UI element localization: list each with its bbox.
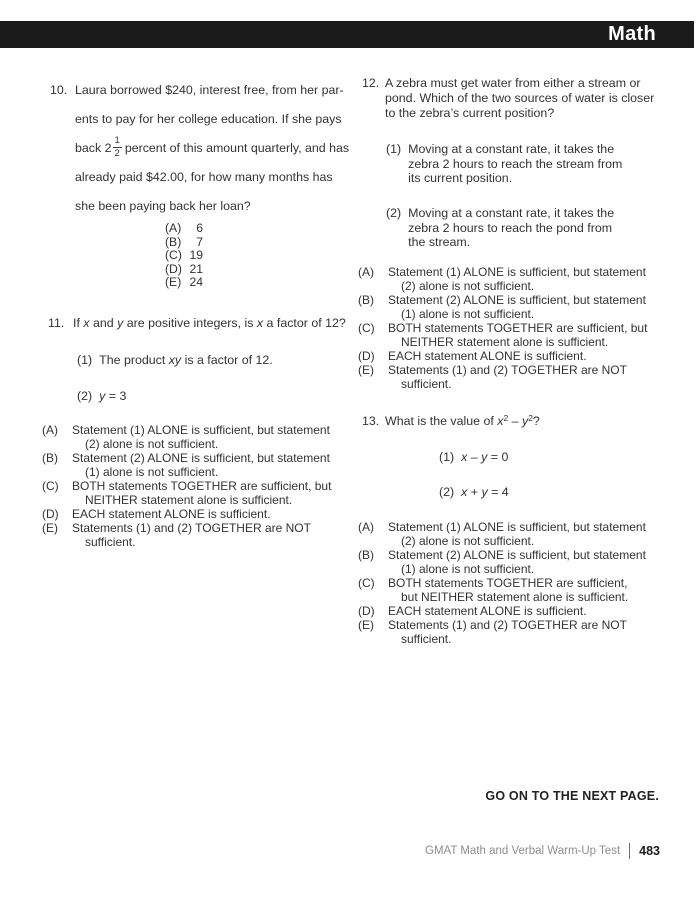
text-segment: ? xyxy=(532,414,540,428)
q11-answer-options xyxy=(40,423,360,549)
statement-text xyxy=(99,389,126,403)
section-title: Math xyxy=(608,23,656,45)
section-header-bar xyxy=(0,21,694,48)
option-d xyxy=(358,604,680,618)
statement-text xyxy=(408,142,622,186)
fraction xyxy=(113,136,122,159)
text-segment: percent of this amount quarterly, and has xyxy=(124,141,350,155)
choice-value: 21 xyxy=(189,261,203,276)
question-line: ents to pay for her college education. If she pays xyxy=(75,112,342,126)
question-number: 13. xyxy=(362,414,380,428)
option-line: Statement (2) ALONE is sufficient, but statement xyxy=(388,548,646,562)
choice-value: 24 xyxy=(189,275,203,290)
q13-statement-2 xyxy=(358,485,680,499)
math-variable: y xyxy=(521,414,529,428)
option-line: sufficient. xyxy=(401,377,452,391)
question-line: already paid $42.00, for how many months has xyxy=(75,170,333,184)
math-variable: x xyxy=(461,450,468,464)
text-segment: The product xyxy=(99,353,169,367)
option-line: Statement (1) ALONE is sufficient, but statement xyxy=(388,265,646,279)
option-b xyxy=(42,451,360,479)
text-segment: and xyxy=(89,316,118,330)
q10-answer-choices xyxy=(40,222,360,290)
option-a xyxy=(42,423,360,451)
choice-a xyxy=(165,222,360,236)
statement-label: (2) xyxy=(77,389,93,403)
option-line: NEITHER statement alone is sufficient. xyxy=(85,493,293,507)
option-letter: (A) xyxy=(42,423,58,437)
option-line: NEITHER statement alone is sufficient. xyxy=(401,335,609,349)
option-line: sufficient. xyxy=(401,632,452,646)
text-segment: = 4 xyxy=(487,485,509,499)
question-text xyxy=(385,414,680,430)
option-line: EACH statement ALONE is sufficient. xyxy=(72,507,271,521)
math-variable: xy xyxy=(168,353,182,367)
option-line: Statements (1) and (2) TOGETHER are NOT xyxy=(388,618,627,632)
footer-divider xyxy=(629,843,630,859)
choice-value: 19 xyxy=(189,248,203,263)
option-e xyxy=(358,363,680,391)
option-line: (2) alone is not sufficient. xyxy=(401,534,535,548)
choice-letter: (B) xyxy=(165,234,182,249)
text-segment: = 3 xyxy=(105,389,127,403)
choice-letter: (D) xyxy=(165,261,182,276)
statement-line: Moving at a constant rate, it takes the xyxy=(408,142,615,156)
statement-text xyxy=(461,485,509,499)
text-segment: a factor of 12? xyxy=(263,316,346,330)
q12-answer-options xyxy=(358,265,680,391)
math-variable: y xyxy=(481,450,488,464)
q12-statement-2 xyxy=(358,206,680,250)
option-c xyxy=(358,576,680,604)
q13-answer-options xyxy=(358,520,680,646)
option-line: (1) alone is not sufficient. xyxy=(85,465,219,479)
statement-text xyxy=(99,353,273,367)
option-letter: (E) xyxy=(358,363,374,377)
fraction-denominator: 2 xyxy=(114,148,120,160)
option-letter: (E) xyxy=(42,521,58,535)
math-variable: x xyxy=(461,485,468,499)
option-line: but NEITHER statement alone is sufficient. xyxy=(401,590,629,604)
question-line: A zebra must get water from either a stream or xyxy=(385,76,641,90)
math-variable: x xyxy=(497,414,504,428)
option-e xyxy=(358,618,680,646)
statement-label: (2) xyxy=(439,485,455,499)
question-10 xyxy=(40,76,360,221)
option-line: Statement (2) ALONE is sufficient, but statement xyxy=(388,293,646,307)
exponent: 2 xyxy=(528,413,533,423)
text-segment: = 0 xyxy=(487,450,509,464)
statement-text xyxy=(461,450,508,464)
option-line: (2) alone is not sufficient. xyxy=(85,437,219,451)
option-line: BOTH statements TOGETHER are sufficient, but xyxy=(388,321,648,335)
go-on-instruction: GO ON TO THE NEXT PAGE. xyxy=(485,789,659,803)
option-letter: (A) xyxy=(358,520,374,534)
question-text xyxy=(385,76,680,121)
statement-line: Moving at a constant rate, it takes the xyxy=(408,206,615,220)
page-number: 483 xyxy=(639,844,660,858)
statement-text xyxy=(408,206,614,250)
question-12 xyxy=(358,76,680,121)
question-11 xyxy=(40,316,360,331)
statement-line: the stream. xyxy=(408,235,471,249)
text-segment: – xyxy=(467,450,482,464)
option-c xyxy=(42,479,360,507)
math-variable: x xyxy=(256,316,264,330)
option-letter: (D) xyxy=(358,604,375,618)
question-number: 12. xyxy=(362,76,380,90)
option-letter: (C) xyxy=(358,576,375,590)
option-line: EACH statement ALONE is sufficient. xyxy=(388,349,587,363)
option-line: Statement (1) ALONE is sufficient, but statement xyxy=(388,520,646,534)
math-variable: y xyxy=(481,485,488,499)
question-line: pond. Which of the two sources of water is closer xyxy=(385,91,655,105)
page-footer xyxy=(425,843,660,859)
choice-letter: (E) xyxy=(165,275,182,290)
question-line xyxy=(75,134,360,163)
choice-d xyxy=(165,263,360,277)
statement-line: zebra 2 hours to reach the stream from xyxy=(408,156,623,171)
question-number: 11. xyxy=(48,316,65,330)
option-letter: (E) xyxy=(358,618,374,632)
choice-value: 7 xyxy=(196,234,203,249)
fraction-numerator: 1 xyxy=(114,135,120,147)
option-line: (1) alone is not sufficient. xyxy=(401,562,535,576)
question-line: Laura borrowed $240, interest free, from her par- xyxy=(75,83,344,97)
option-e xyxy=(42,521,360,549)
text-segment: is a factor of 12. xyxy=(181,353,273,367)
option-letter: (D) xyxy=(42,507,59,521)
text-segment: back 2 xyxy=(75,141,112,155)
option-letter: (B) xyxy=(42,451,58,465)
text-segment: – xyxy=(508,414,522,428)
choice-e xyxy=(165,276,360,290)
question-text xyxy=(75,76,360,221)
option-line: BOTH statements TOGETHER are sufficient, but xyxy=(72,479,332,493)
statement-label: (1) xyxy=(77,353,93,367)
q11-statement-2 xyxy=(40,389,360,403)
option-a xyxy=(358,265,680,293)
choice-letter: (A) xyxy=(165,221,182,235)
option-line: sufficient. xyxy=(85,535,136,549)
choice-b xyxy=(165,236,360,250)
option-d xyxy=(42,507,360,521)
text-segment: + xyxy=(467,485,482,499)
option-b xyxy=(358,548,680,576)
text-segment: If xyxy=(73,316,84,330)
option-letter: (D) xyxy=(358,349,375,363)
option-line: BOTH statements TOGETHER are sufficient, xyxy=(388,576,628,590)
choice-letter: (C) xyxy=(165,248,182,263)
text-segment: are positive integers, is xyxy=(123,316,257,330)
option-line: Statements (1) and (2) TOGETHER are NOT xyxy=(388,363,627,377)
option-a xyxy=(358,520,680,548)
statement-line: its current position. xyxy=(408,171,513,185)
option-line: Statement (2) ALONE is sufficient, but statement xyxy=(72,451,330,465)
option-letter: (B) xyxy=(358,293,374,307)
text-segment: What is the value of xyxy=(385,414,498,428)
option-letter: (B) xyxy=(358,548,374,562)
option-line: (1) alone is not sufficient. xyxy=(401,307,535,321)
exponent: 2 xyxy=(503,413,509,423)
q11-statement-1 xyxy=(40,353,360,367)
math-variable: y xyxy=(99,389,106,403)
question-13 xyxy=(358,414,680,430)
math-variable: x xyxy=(83,316,90,330)
option-line: Statement (1) ALONE is sufficient, but statement xyxy=(72,423,330,437)
statement-label: (2) xyxy=(386,206,402,220)
option-letter: (C) xyxy=(358,321,375,335)
statement-label: (1) xyxy=(386,142,402,156)
option-c xyxy=(358,321,680,349)
statement-label: (1) xyxy=(439,450,455,464)
q12-statement-1 xyxy=(358,142,680,186)
choice-c xyxy=(165,249,360,263)
option-b xyxy=(358,293,680,321)
question-line: she been paying back her loan? xyxy=(75,199,251,213)
option-d xyxy=(358,349,680,363)
question-text xyxy=(73,316,360,331)
option-line: (2) alone is not sufficient. xyxy=(401,279,535,293)
statement-line: zebra 2 hours to reach the pond from xyxy=(408,220,613,235)
question-line: to the zebra’s current position? xyxy=(385,106,555,120)
q13-statement-1 xyxy=(358,450,680,464)
option-letter: (C) xyxy=(42,479,59,493)
option-line: Statements (1) and (2) TOGETHER are NOT xyxy=(72,521,311,535)
math-variable: y xyxy=(117,316,124,330)
book-title: GMAT Math and Verbal Warm-Up Test xyxy=(425,845,621,857)
question-number: 10. xyxy=(50,83,68,97)
option-letter: (A) xyxy=(358,265,374,279)
choice-value: 6 xyxy=(196,221,203,235)
option-line: EACH statement ALONE is sufficient. xyxy=(388,604,587,618)
